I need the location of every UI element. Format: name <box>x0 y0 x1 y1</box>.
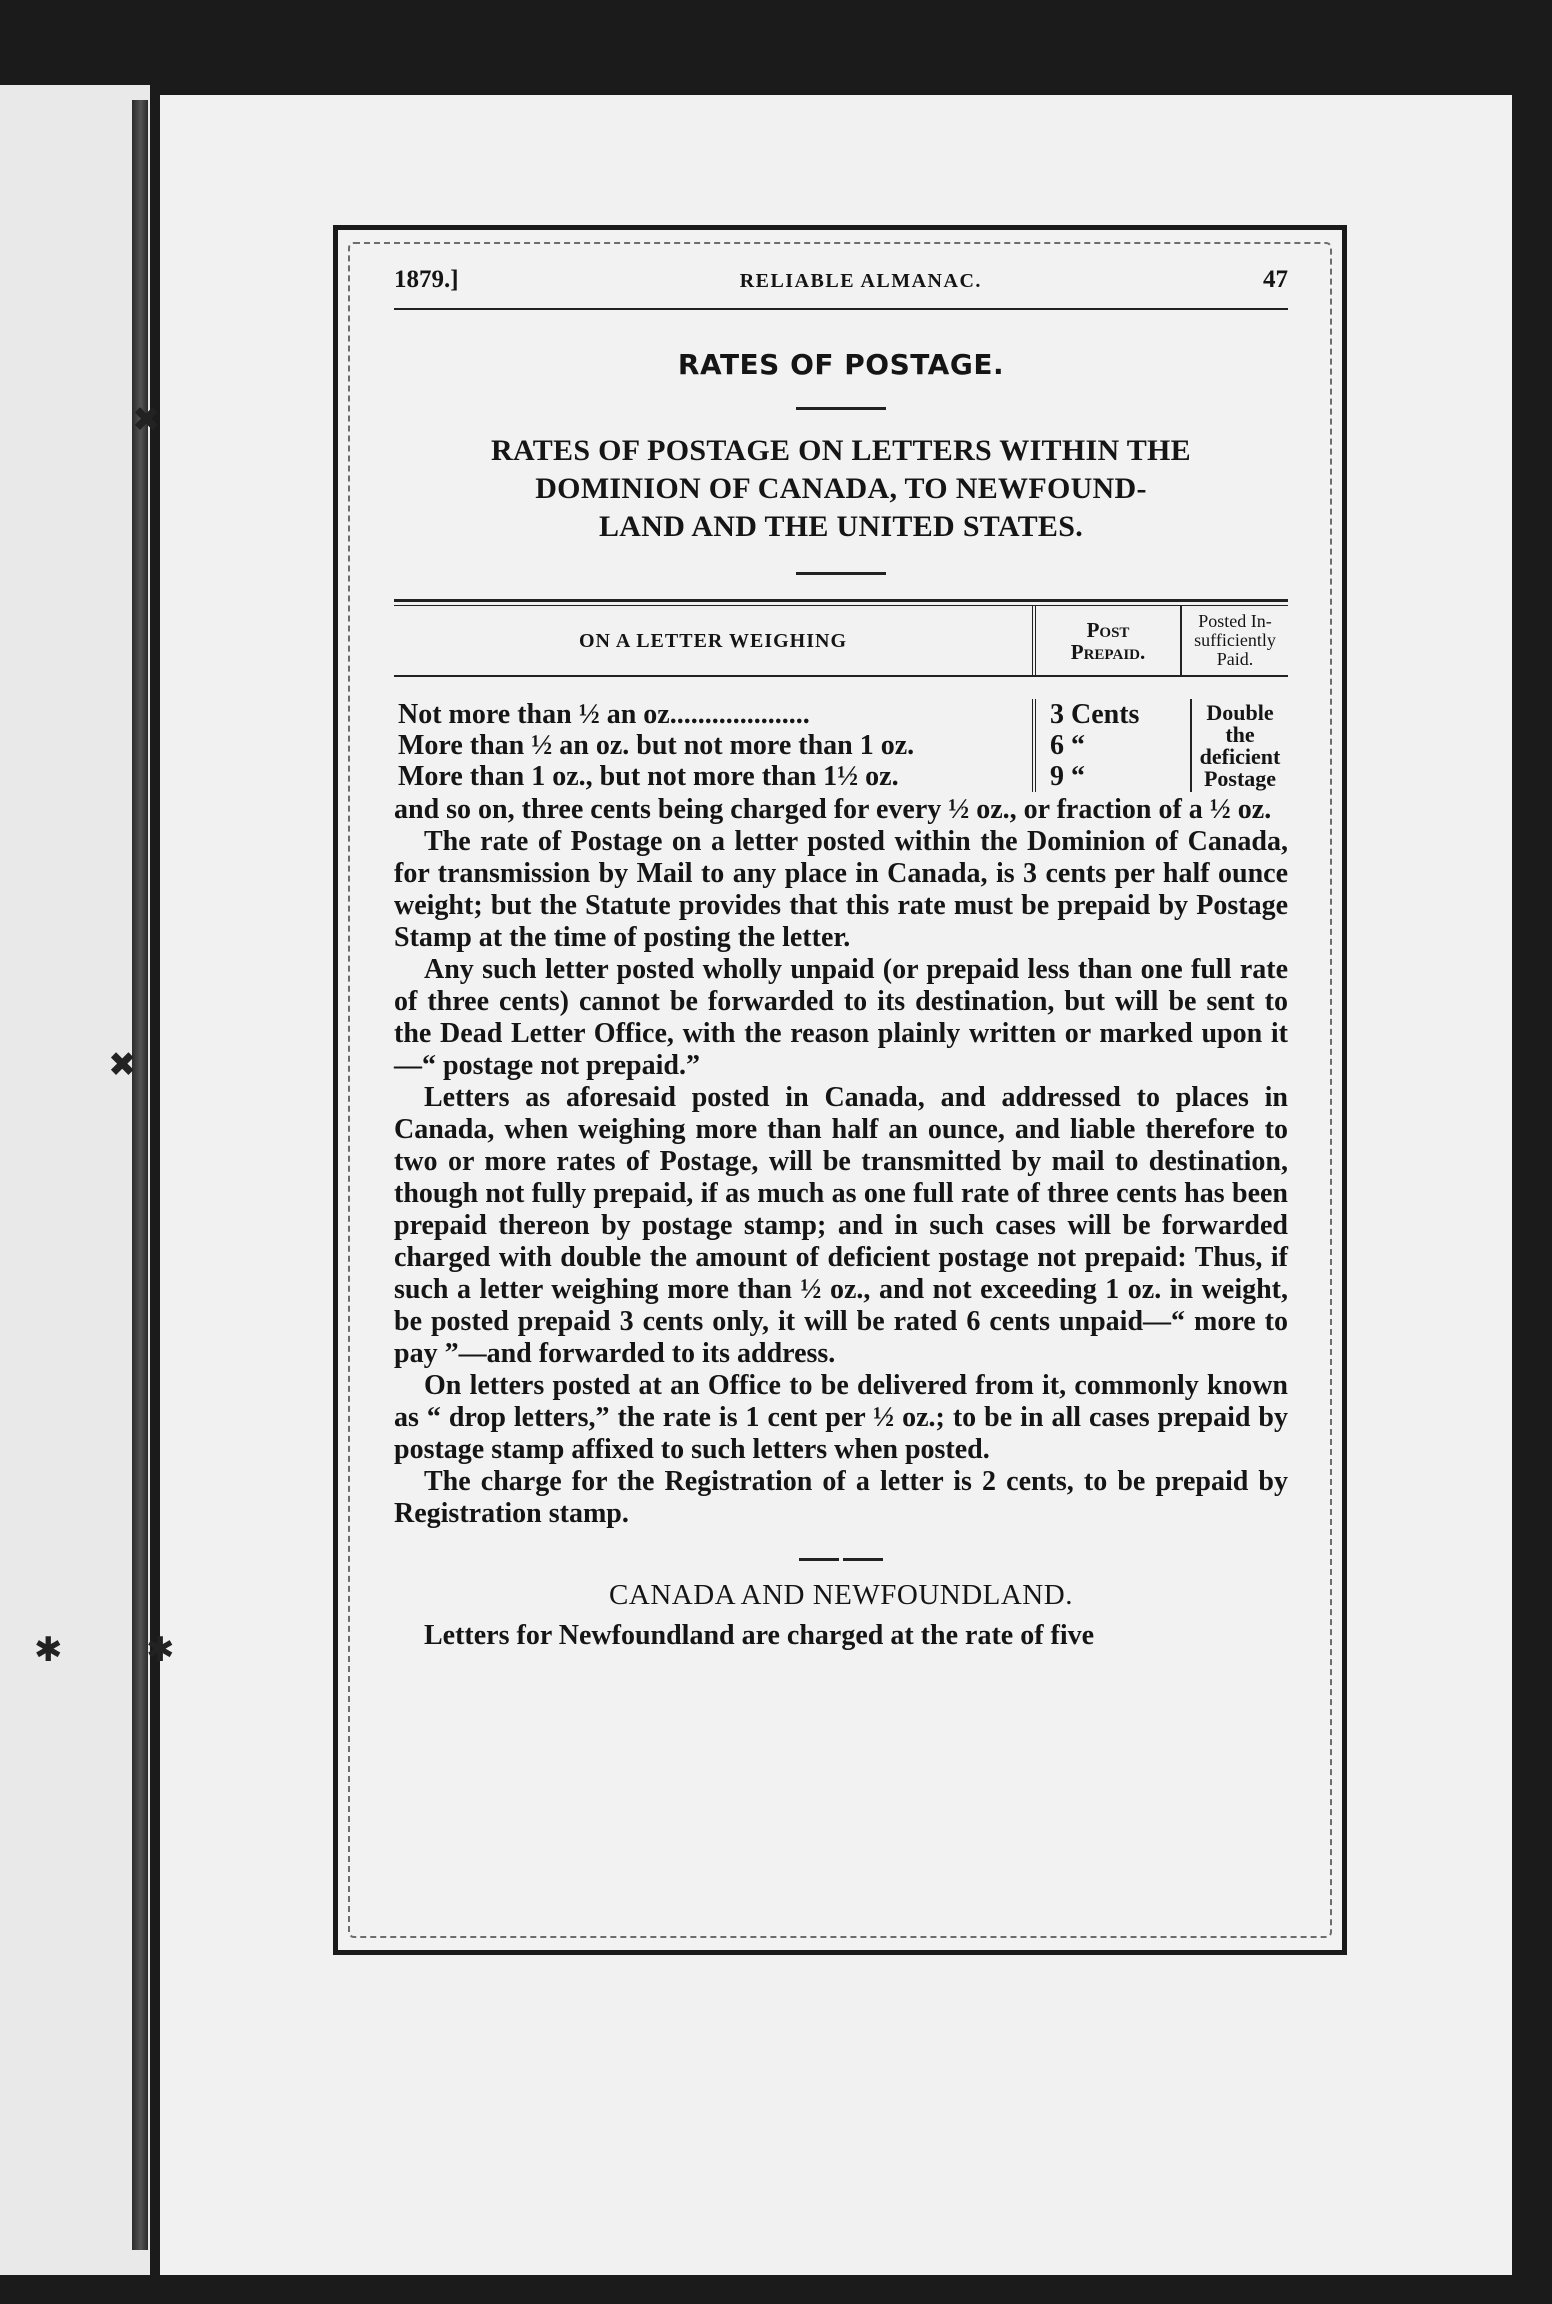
paragraph: On letters posted at an Office to be delivered from it, commonly known as “ drop letters,” the rate is 1 cent per ½ oz.; to be in all cases prepaid by postage stamp affixed to such letters when posted. <box>394 1370 1288 1465</box>
running-head <box>394 266 1288 310</box>
page-content <box>394 266 1288 1652</box>
binding-mark-icon: ✖ <box>132 402 161 439</box>
blot-icon: ✱ <box>146 1632 175 1669</box>
paragraph: and so on, three cents being charged for every ½ oz., or fraction of a ½ oz. <box>394 794 1272 825</box>
paragraph: The rate of Postage on a letter posted within the Dominion of Canada, for transmission by Mail to any place in Canada, is 3 cents per half ounce weight; but the Statute provides that this rate must be prepaid by Postage Stamp at the time of posting the letter. <box>394 826 1288 953</box>
body-text <box>394 794 1288 1530</box>
binding-mark-icon: ✖ <box>108 1047 137 1084</box>
table-row <box>394 730 1288 761</box>
paragraph: Any such letter posted wholly unpaid (or prepaid less than one full rate of three cents) cannot be forwarded to its destination, but will be sent to the Dead Letter Office, with the reason plainly written or marked upon it—“ postage not prepaid.” <box>394 954 1288 1081</box>
col-header-line: sufficiently <box>1194 630 1276 650</box>
blot-icon: ✱ <box>34 1632 63 1669</box>
page-number: 47 <box>1263 266 1288 293</box>
paragraph: Letters as aforesaid posted in Canada, and addressed to places in Canada, when weighing more than half an ounce, and liable therefore to two or more rates of Postage, will be transmitted by mail to destination, though not fully prepaid, if as much as one full rate of three cents has been prepaid thereon by postage stamp; and in such cases will be forwarded charged with double the amount of deficient postage not prepaid: Thus, if such a letter weighing more than ½ oz., and not exceeding 1 oz. in weight, be posted prepaid 3 cents only, it will be rated 6 cents unpaid—“ more to pay ”—and forwarded to its address. <box>394 1082 1288 1369</box>
col-header-weight: ON A LETTER WEIGHING <box>578 629 848 652</box>
note-line: Double <box>1206 699 1274 725</box>
col-header-prepaid <box>1034 606 1181 675</box>
row-weight: More than 1 oz., but not more than 1½ oz. <box>398 761 899 792</box>
col-header-line: Post <box>1086 617 1130 642</box>
row-weight: Not more than ½ an oz.................... <box>398 699 810 730</box>
paragraph: The charge for the Registration of a letter is 2 cents, to be prepaid by Registration stamp. <box>394 1466 1288 1529</box>
col-header-line: Posted In- <box>1198 611 1272 631</box>
row-rate: 6 “ <box>1034 730 1191 761</box>
rates-table-header <box>394 606 1288 675</box>
ornamental-frame <box>333 225 1347 1955</box>
heading-line: DOMINION OF CANADA, TO NEWFOUND- <box>535 472 1147 505</box>
note-line: Postage <box>1203 765 1277 791</box>
table-row <box>394 699 1288 730</box>
note-line: deficient <box>1199 743 1281 769</box>
double-divider <box>799 1558 883 1561</box>
row-rate: 3 Cents <box>1034 699 1191 730</box>
section-title: RATES OF POSTAGE. <box>677 348 1005 381</box>
running-head-year: 1879.] <box>394 266 459 293</box>
heading-line: RATES OF POSTAGE ON LETTERS WITHIN THE <box>491 434 1191 467</box>
rates-table-body <box>394 699 1288 792</box>
paragraph: Letters for Newfoundland are charged at the rate of five <box>424 1620 1095 1651</box>
row-weight: More than ½ an oz. but not more than 1 oz. <box>398 730 915 761</box>
note-line: the <box>1225 721 1255 747</box>
divider-rule <box>796 407 886 410</box>
table-row <box>394 761 1288 792</box>
sub-heading: CANADA AND NEWFOUNDLAND. <box>609 1579 1073 1611</box>
main-heading <box>394 432 1288 546</box>
heading-line: LAND AND THE UNITED STATES. <box>598 510 1084 543</box>
table-header-rule <box>394 675 1288 677</box>
left-page-edge <box>0 85 150 2275</box>
insufficient-note <box>1191 699 1288 792</box>
col-header-line: Paid. <box>1216 649 1254 669</box>
col-header-line: Prepaid. <box>1070 639 1146 664</box>
running-head-title: RELIABLE ALMANAC. <box>739 270 982 292</box>
divider-rule <box>796 572 886 575</box>
table-top-rule <box>394 599 1288 606</box>
row-rate: 9 “ <box>1034 761 1191 792</box>
col-header-insufficient <box>1181 606 1288 675</box>
